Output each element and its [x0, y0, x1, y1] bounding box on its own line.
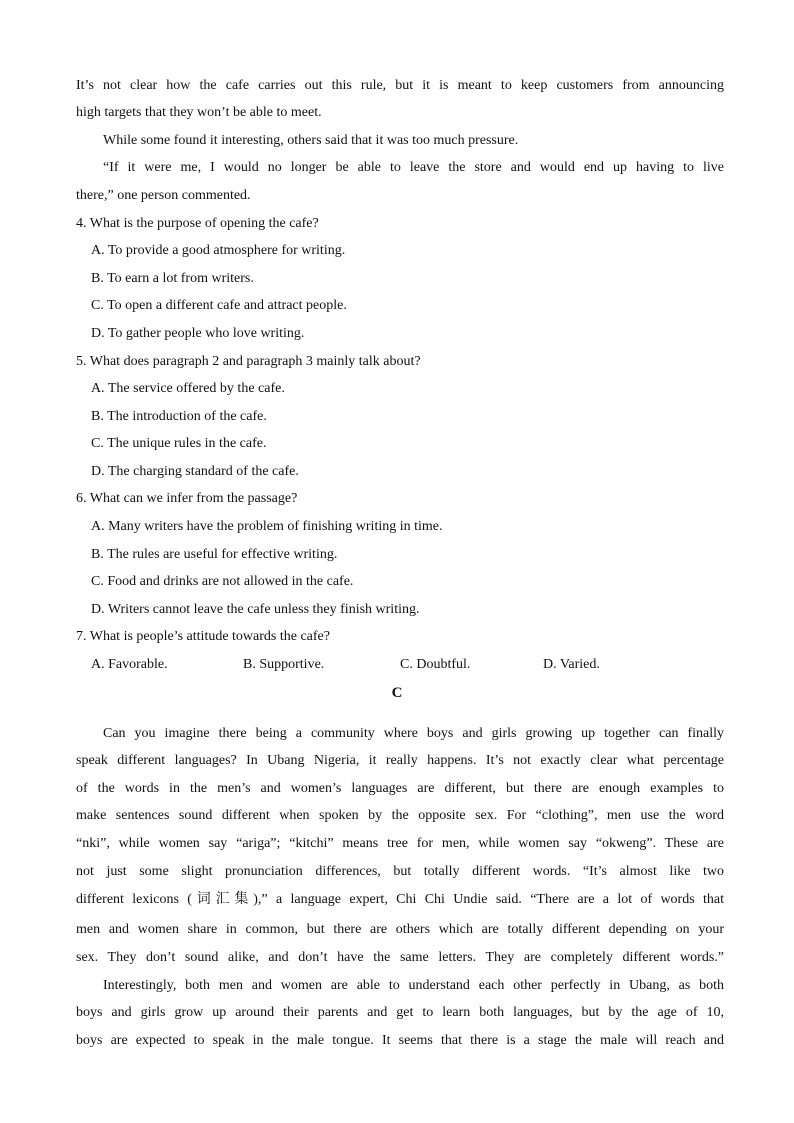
passage-line: “nki”, while women say “ariga”; “kitchi” means tree for men, while women say “okweng”. These are [76, 836, 724, 851]
section-heading: C [391, 685, 403, 701]
passage-line: high targets that they won’t be able to meet. [76, 105, 322, 120]
passage-line: speak different languages? In Ubang Nigeria, it really happens. It’s not exactly clear what percentage [76, 753, 724, 768]
answer-option: A. To provide a good atmosphere for writing. [91, 243, 346, 258]
answer-option: C. Doubtful. [400, 657, 471, 672]
passage-line: While some found it interesting, others said that it was too much pressure. [103, 133, 519, 148]
question-stem: 7. What is people’s attitude towards the cafe? [76, 629, 330, 644]
answer-option: B. The rules are useful for effective writing. [91, 547, 338, 562]
passage-line: It’s not clear how the cafe carries out this rule, but it is meant to keep customers from announcing [76, 78, 724, 93]
passage-line: boys and girls grow up around their parents and get to learn both languages, but by the age of 10, [76, 1005, 724, 1020]
passage-line: Interestingly, both men and women are able to understand each other perfectly in Ubang, as both [103, 978, 724, 993]
answer-option: C. To open a different cafe and attract people. [91, 298, 347, 313]
passage-line: not just some slight pronunciation differences, but totally different words. “It’s almost like two [76, 864, 724, 879]
answer-options-row [91, 655, 731, 675]
passage-line: Can you imagine there being a community where boys and girls growing up together can finally [103, 726, 724, 741]
passage-line: make sentences sound different when spoken by the opposite sex. For “clothing”, men use the word [76, 808, 724, 823]
question-stem: 4. What is the purpose of opening the cafe? [76, 216, 319, 231]
answer-option: A. Favorable. [91, 657, 168, 672]
passage-line: there,” one person commented. [76, 188, 251, 203]
passage-line: of the words in the men’s and women’s languages are different, but there are enough examples to [76, 781, 724, 796]
answer-option: C. Food and drinks are not allowed in the cafe. [91, 574, 354, 589]
passage-line: “If it were me, I would no longer be able to leave the store and would end up having to live [103, 160, 724, 175]
question-stem: 5. What does paragraph 2 and paragraph 3 mainly talk about? [76, 354, 421, 369]
answer-option: D. Writers cannot leave the cafe unless they finish writing. [91, 602, 420, 617]
answer-option: D. To gather people who love writing. [91, 326, 305, 341]
answer-option: D. Varied. [543, 657, 600, 672]
passage-line: boys are expected to speak in the male tongue. It seems that there is a stage the male will reach and [76, 1033, 724, 1048]
answer-option: D. The charging standard of the cafe. [91, 464, 299, 479]
question-stem: 6. What can we infer from the passage? [76, 491, 298, 506]
answer-option: B. Supportive. [243, 657, 325, 672]
answer-option: A. Many writers have the problem of finishing writing in time. [91, 519, 443, 534]
answer-option: B. The introduction of the cafe. [91, 409, 267, 424]
passage-line: sex. They don’t sound alike, and don’t have the same letters. They are completely different words.” [76, 950, 724, 965]
answer-option: A. The service offered by the cafe. [91, 381, 285, 396]
passage-line: men and women share in common, but there are others which are totally different depending on your [76, 922, 724, 937]
answer-option: C. The unique rules in the cafe. [91, 436, 267, 451]
passage-line: different lexicons (词汇集),” a language expert, Chi Chi Undie said. “There are a lot of words that [76, 892, 724, 907]
answer-option: B. To earn a lot from writers. [91, 271, 254, 286]
